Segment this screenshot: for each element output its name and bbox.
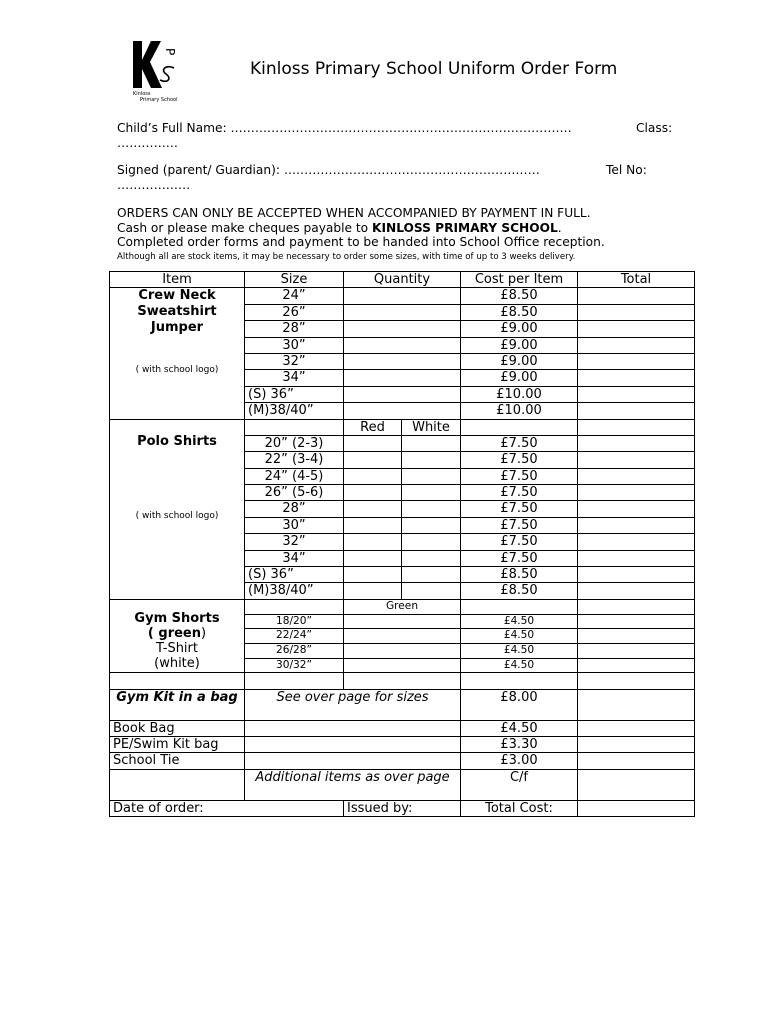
- school-logo: [130, 38, 184, 104]
- qty-red-cell[interactable]: [344, 435, 402, 451]
- qty-red-cell[interactable]: [344, 583, 402, 599]
- total-cell[interactable]: [578, 583, 695, 599]
- order-table: [109, 271, 695, 817]
- header-size: Size: [245, 272, 344, 288]
- child-name-field[interactable]: Child’s Full Name: …………………………………………………………………………: [117, 121, 572, 135]
- table-row: 18/20” £4.50: [110, 614, 695, 629]
- table-row: [110, 599, 695, 614]
- qty-red-cell[interactable]: [344, 517, 402, 533]
- polo-note: ( with school logo): [135, 510, 219, 521]
- total-cell[interactable]: [578, 435, 695, 451]
- quantity-cell[interactable]: [344, 353, 461, 369]
- qty-white-label: White: [402, 419, 461, 435]
- total-cell[interactable]: [578, 337, 695, 353]
- quantity-cell[interactable]: [245, 737, 461, 753]
- table-row: 20” (2-3) £7.50: [110, 435, 695, 451]
- qty-white-cell[interactable]: [402, 534, 461, 550]
- table-row: [110, 419, 695, 435]
- qty-white-cell[interactable]: [402, 485, 461, 501]
- table-header-row: [110, 272, 695, 288]
- total-cell[interactable]: [578, 353, 695, 369]
- date-of-order-field[interactable]: Date of order:: [110, 800, 344, 816]
- quantity-cell[interactable]: [344, 370, 461, 386]
- qty-red-cell[interactable]: [344, 485, 402, 501]
- table-row: (M)38/40” £8.50: [110, 583, 695, 599]
- issued-by-field[interactable]: Issued by:: [344, 800, 461, 816]
- tel-label: Tel No:: [606, 163, 647, 177]
- qty-white-cell[interactable]: [402, 452, 461, 468]
- order-notice: [117, 206, 605, 264]
- table-row: 22” (3-4) £7.50: [110, 452, 695, 468]
- notice-line-4: Although all are stock items, it may be necessary to order some sizes, with time of up to 3 weeks delivery.: [117, 251, 576, 262]
- table-row: 24” (4-5) £7.50: [110, 468, 695, 484]
- quantity-cell[interactable]: [245, 753, 461, 769]
- svg-text:Primary School: Primary School: [140, 97, 178, 103]
- total-cell[interactable]: [578, 658, 695, 673]
- header-quantity: Quantity: [344, 272, 461, 288]
- quantity-cell[interactable]: [344, 614, 461, 629]
- header-total: Total: [578, 272, 695, 288]
- quantity-cell[interactable]: [344, 403, 461, 419]
- gym-kit-size-note: See over page for sizes: [245, 689, 461, 720]
- logo-letters: P: [163, 48, 177, 56]
- jumper-item-cell: Crew Neck Sweatshirt Jumper ( with school logo): [110, 288, 245, 419]
- table-row: 30/32” £4.50: [110, 658, 695, 673]
- total-cell[interactable]: [578, 370, 695, 386]
- table-row: 30” £7.50: [110, 517, 695, 533]
- total-cell[interactable]: [578, 288, 695, 304]
- table-row: 22/24” £4.50: [110, 629, 695, 644]
- logo-caption: Kinloss: [133, 91, 151, 97]
- total-cell[interactable]: [578, 452, 695, 468]
- total-cell[interactable]: [578, 517, 695, 533]
- total-cell[interactable]: [578, 321, 695, 337]
- qty-red-cell[interactable]: [344, 468, 402, 484]
- table-row: 30” £9.00: [110, 337, 695, 353]
- total-cost-field[interactable]: [578, 800, 695, 816]
- book-bag-item: Book Bag: [110, 720, 245, 736]
- additional-items-note: Additional items as over page: [245, 769, 461, 800]
- notice-line-2: Cash or please make cheques payable to KINLOSS PRIMARY SCHOOL.: [117, 220, 562, 235]
- qty-white-cell[interactable]: [402, 550, 461, 566]
- table-row: 26” (5-6) £7.50: [110, 485, 695, 501]
- table-row: 34” £7.50: [110, 550, 695, 566]
- total-cell[interactable]: [578, 534, 695, 550]
- qty-red-cell[interactable]: [344, 534, 402, 550]
- tie-item: School Tie: [110, 753, 245, 769]
- notice-line-1: ORDERS CAN ONLY BE ACCEPTED WHEN ACCOMPANIED BY PAYMENT IN FULL.: [117, 206, 591, 220]
- quantity-cell[interactable]: [344, 337, 461, 353]
- total-cell[interactable]: [578, 550, 695, 566]
- quantity-cell[interactable]: [344, 304, 461, 320]
- table-row: 32” £7.50: [110, 534, 695, 550]
- qty-white-cell[interactable]: [402, 435, 461, 451]
- table-row: 26/28” £4.50: [110, 643, 695, 658]
- table-row: 28” £7.50: [110, 501, 695, 517]
- qty-red-cell[interactable]: [344, 550, 402, 566]
- total-cell[interactable]: [578, 769, 695, 800]
- qty-white-cell[interactable]: [402, 583, 461, 599]
- class-field[interactable]: ……………: [117, 136, 178, 150]
- pe-bag-item: PE/Swim Kit bag: [110, 737, 245, 753]
- qty-white-cell[interactable]: [402, 517, 461, 533]
- table-row: (S) 36” £8.50: [110, 567, 695, 583]
- header-cost: Cost per Item: [461, 272, 578, 288]
- table-row: 32” £9.00: [110, 353, 695, 369]
- table-row: 34” £9.00: [110, 370, 695, 386]
- total-cell[interactable]: [578, 468, 695, 484]
- gym-kit-item: Gym Kit in a bag: [110, 689, 245, 720]
- total-cell[interactable]: [578, 737, 695, 753]
- quantity-cell[interactable]: [344, 386, 461, 402]
- quantity-cell[interactable]: [344, 321, 461, 337]
- total-cell[interactable]: [578, 403, 695, 419]
- qty-red-cell[interactable]: [344, 567, 402, 583]
- table-row: 26” £8.50: [110, 304, 695, 320]
- quantity-cell[interactable]: [344, 629, 461, 644]
- quantity-cell[interactable]: [245, 720, 461, 736]
- class-label: Class:: [636, 121, 673, 135]
- polo-item-cell: Polo Shirts ( with school logo): [110, 419, 245, 599]
- total-cell[interactable]: [578, 567, 695, 583]
- tel-field[interactable]: ………………: [117, 178, 191, 192]
- total-cell[interactable]: [578, 689, 695, 720]
- table-row: [110, 673, 695, 689]
- table-row: (S) 36” £10.00: [110, 386, 695, 402]
- table-footer-row: [110, 800, 695, 816]
- jumper-note: ( with school logo): [135, 365, 219, 376]
- notice-line-3: Completed order forms and payment to be handed into School Office reception.: [117, 235, 605, 249]
- total-cell[interactable]: [578, 501, 695, 517]
- qty-red-cell[interactable]: [344, 501, 402, 517]
- total-cell[interactable]: [578, 485, 695, 501]
- table-row: Crew Neck Sweatshirt Jumper ( with school logo) 24” £8.50: [110, 288, 695, 304]
- table-row: 28” £9.00: [110, 321, 695, 337]
- total-cost-label: Total Cost:: [461, 800, 578, 816]
- total-cell[interactable]: [578, 753, 695, 769]
- total-cell[interactable]: [578, 614, 695, 629]
- table-row: School Tie £3.00: [110, 753, 695, 769]
- table-row: PE/Swim Kit bag £3.30: [110, 737, 695, 753]
- quantity-cell[interactable]: [344, 288, 461, 304]
- table-row: Book Bag £4.50: [110, 720, 695, 736]
- table-row: Additional items as over page C/f: [110, 769, 695, 800]
- qty-red-cell[interactable]: [344, 452, 402, 468]
- table-row: Gym Kit in a bag See over page for sizes £8.00: [110, 689, 695, 720]
- total-cell[interactable]: [578, 629, 695, 644]
- total-cell[interactable]: [578, 643, 695, 658]
- qty-white-cell[interactable]: [402, 567, 461, 583]
- total-cell[interactable]: [578, 386, 695, 402]
- qty-red-label: Red: [344, 419, 402, 435]
- total-cell[interactable]: [578, 720, 695, 736]
- header-item: Item: [110, 272, 245, 288]
- qty-white-cell[interactable]: [402, 501, 461, 517]
- quantity-cell[interactable]: [344, 658, 461, 673]
- signed-field[interactable]: Signed (parent/ Guardian): ………………………………………………………: [117, 163, 540, 177]
- qty-green-label: Green: [344, 599, 461, 614]
- page-title: Kinloss Primary School Uniform Order Form: [250, 59, 618, 79]
- quantity-cell[interactable]: [344, 643, 461, 658]
- qty-white-cell[interactable]: [402, 468, 461, 484]
- table-row: (M)38/40” £10.00: [110, 403, 695, 419]
- gym-item-cell: Gym Shorts ( green) T-Shirt (white): [110, 599, 245, 672]
- total-cell[interactable]: [578, 304, 695, 320]
